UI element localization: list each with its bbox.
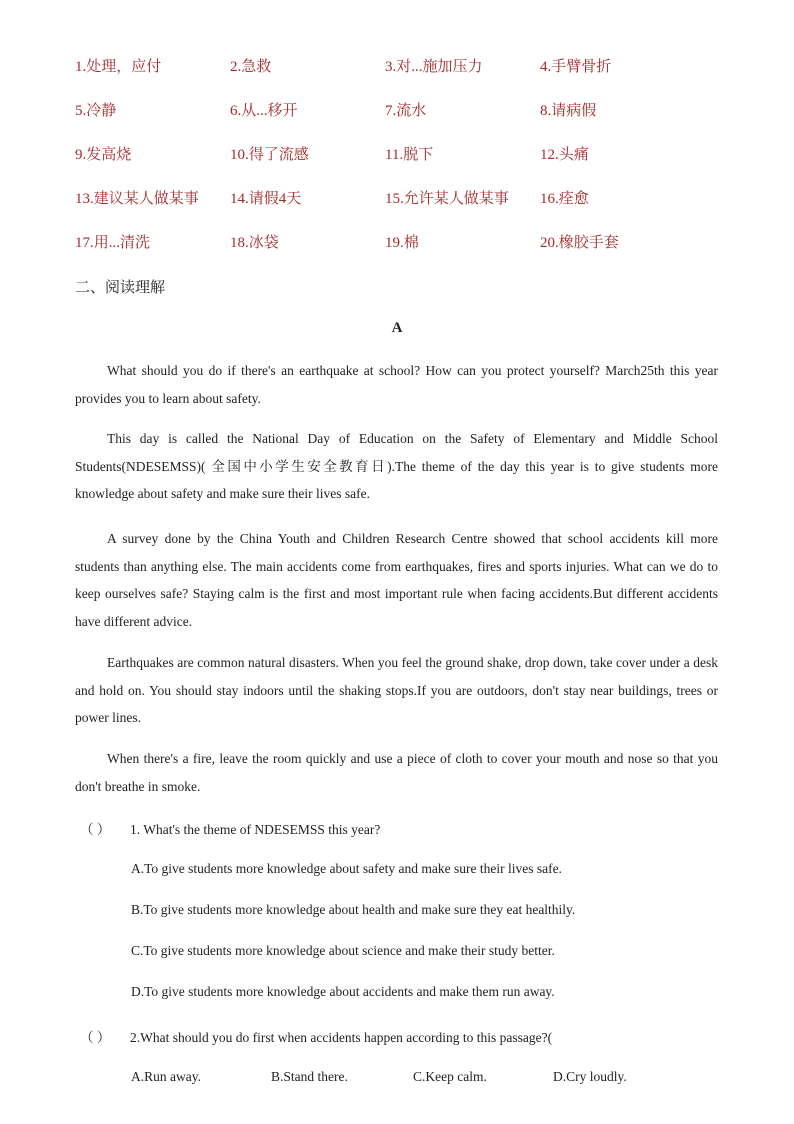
question-2 xyxy=(80,1026,552,1046)
passage-paragraph-2: This day is called the National Day of Education on the Safety of Elementary and Middle School Students(NDESEMSS)( 全国中小学生安全教育日).The theme of the day this year is to give students more knowledge about safety and make sure their lives safe. xyxy=(75,431,718,501)
vocab-item: 5.冷静 xyxy=(75,103,117,119)
option-b: B.To give students more knowledge about health and make sure they eat healthily. xyxy=(131,902,576,917)
vocab-row-2 xyxy=(75,99,775,121)
option-a: A.To give students more knowledge about safety and make sure their lives safe. xyxy=(131,861,562,876)
passage-paragraph-1: What should you do if there's an earthquake at school? How can you protect yourself? March25th this year provides you to learn about safety. xyxy=(75,363,718,406)
vocab-row-3 xyxy=(75,143,775,165)
vocab-item: 11.脱下 xyxy=(385,147,434,163)
vocab-item: 17.用...清洗 xyxy=(75,235,151,251)
vocab-item: 13.建议某人做某事 xyxy=(75,191,199,207)
vocab-item: 12.头痛 xyxy=(540,147,589,163)
vocab-item: 16.痊愈 xyxy=(540,191,589,207)
vocab-item: 20.橡胶手套 xyxy=(540,235,619,251)
passage-paragraph-4: Earthquakes are common natural disasters. When you feel the ground shake, drop down, take cover under a desk and hold on. You should stay indoors until the shaking stops.If you are outdoors, don't stay near buildings, trees or power lines. xyxy=(75,655,718,725)
vocab-item: 15.允许某人做某事 xyxy=(385,191,509,207)
question-1 xyxy=(80,818,380,838)
answer-blank[interactable]: （ ） xyxy=(80,822,111,837)
question-stem: 1. What's the theme of NDESEMSS this year? xyxy=(130,822,381,837)
option-c: C.To give students more knowledge about science and make their study better. xyxy=(131,943,555,958)
vocab-item: 18.冰袋 xyxy=(230,235,279,251)
vocab-item: 6.从...移开 xyxy=(230,103,298,119)
option-b: B.Stand there. xyxy=(271,1069,348,1084)
passage-title: A xyxy=(391,320,403,336)
vocab-item: 4.手臂骨折 xyxy=(540,59,612,75)
vocab-item: 19.棉 xyxy=(385,235,419,251)
vocab-row-5 xyxy=(75,231,775,253)
options-row xyxy=(131,1069,691,1089)
vocab-item: 1.处理，应付 xyxy=(75,59,162,75)
option-d: D.Cry loudly. xyxy=(553,1069,627,1084)
option-d: D.To give students more knowledge about accidents and make them run away. xyxy=(131,984,555,999)
option-a: A.Run away. xyxy=(131,1069,201,1084)
vocab-item: 14.请假4天 xyxy=(230,191,302,207)
vocab-item: 2.急救 xyxy=(230,59,272,75)
vocab-row-4 xyxy=(75,187,775,209)
passage-paragraph-3: A survey done by the China Youth and Children Research Centre showed that school accidents kill more students than anything else. The main accidents come from earthquakes, fires and sports injuries. What can we do to keep ourselves safe? Staying calm is the first and most important rule when facing accidents.But different accidents have different advice. xyxy=(75,531,718,629)
section-heading: 二、阅读理解 xyxy=(75,280,166,296)
passage-paragraph-5: When there's a fire, leave the room quickly and use a piece of cloth to cover your mouth and nose so that you don't breathe in smoke. xyxy=(75,751,718,794)
vocab-item: 9.发高烧 xyxy=(75,147,132,163)
option-c: C.Keep calm. xyxy=(413,1069,487,1084)
question-stem: 2.What should you do first when accidents happen according to this passage?( xyxy=(130,1030,553,1045)
vocab-item: 8.请病假 xyxy=(540,103,597,119)
vocab-item: 10.得了流感 xyxy=(230,147,309,163)
vocab-row-1 xyxy=(75,55,775,77)
vocab-item: 3.对...施加压力 xyxy=(385,59,483,75)
vocab-item: 7.流水 xyxy=(385,103,427,119)
answer-blank[interactable]: （ ） xyxy=(80,1030,111,1045)
